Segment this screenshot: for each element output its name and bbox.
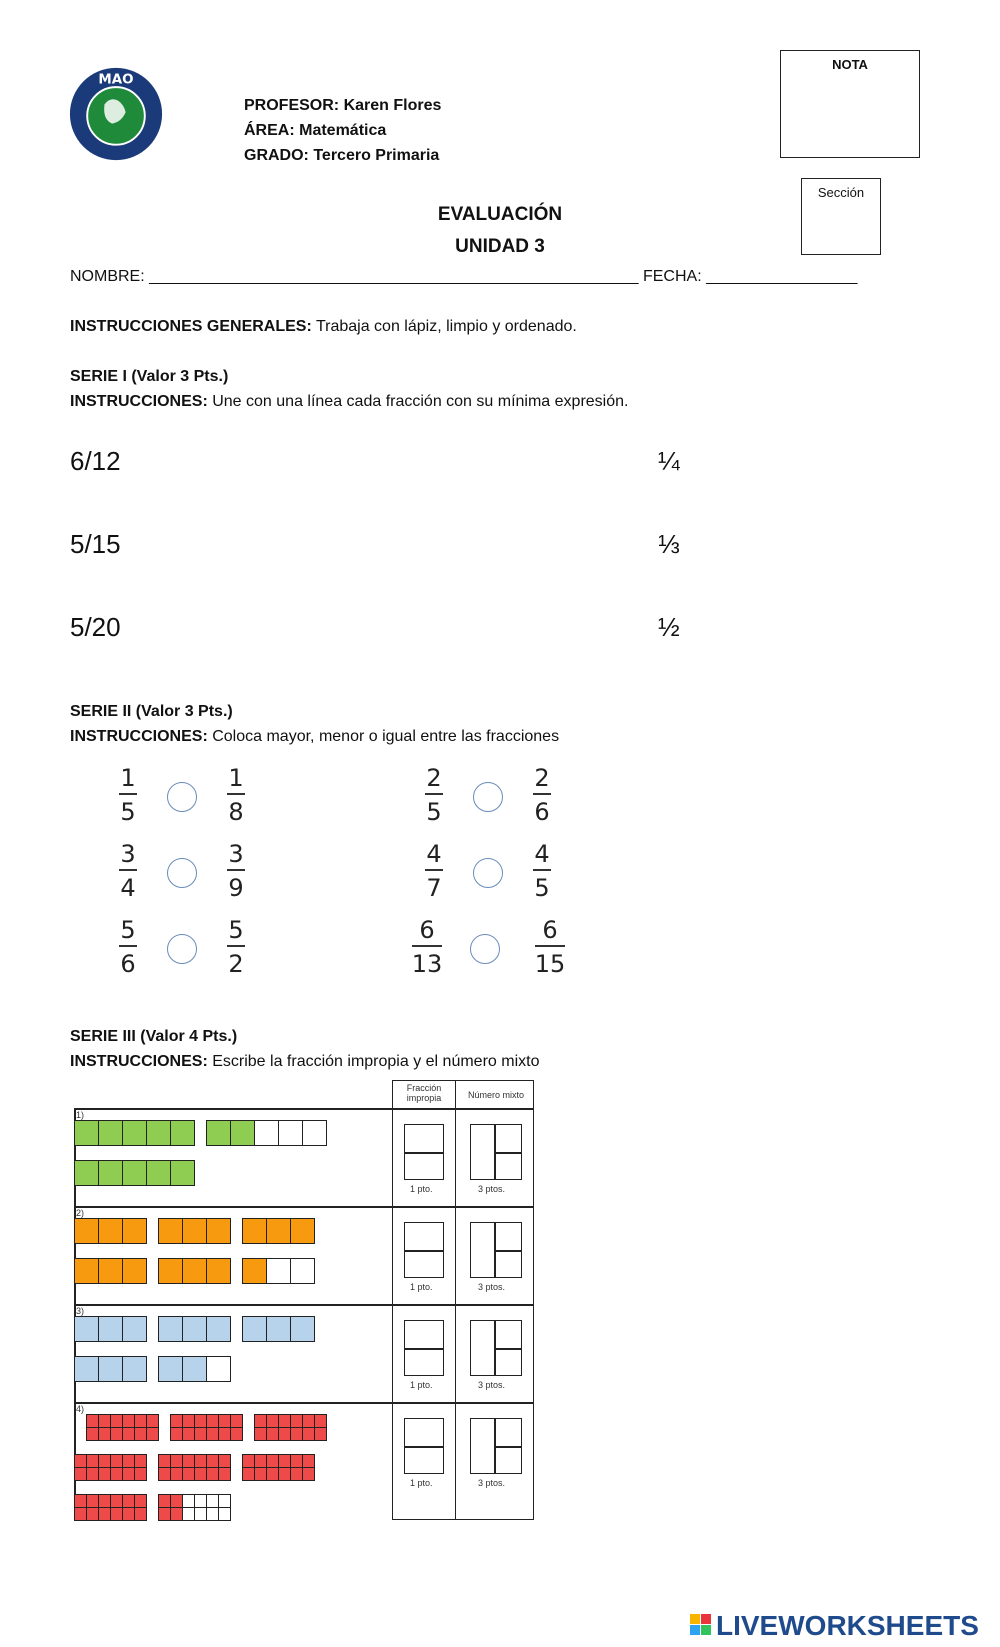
fraction-bar-cell	[134, 1454, 147, 1468]
numerator: 1	[228, 764, 244, 792]
fraction-bar-cell	[290, 1218, 315, 1244]
row-number: 3)	[76, 1306, 85, 1316]
serie1-instr-text: Une con una línea cada fracción con su mínima expresión.	[207, 393, 629, 410]
fraction-bar-cell	[182, 1316, 207, 1342]
fraction-bar-cell	[158, 1316, 183, 1342]
fraction-bar-cell	[302, 1467, 315, 1481]
fraction	[216, 764, 256, 826]
serie1-left-1: 6/12	[70, 446, 121, 476]
fraction-bar-cell	[242, 1258, 267, 1284]
fraction-bar-cell	[170, 1120, 195, 1146]
profesor-line: PROFESOR: Karen Flores	[244, 97, 442, 114]
denominator: 15	[534, 950, 566, 978]
fraction-bar-cell	[206, 1356, 231, 1382]
denominator: 5	[534, 874, 550, 902]
denominator: 13	[411, 950, 443, 978]
fraction-bar	[227, 793, 245, 795]
fraction-bar-cell	[74, 1356, 99, 1382]
fraction-bar-cell	[314, 1427, 327, 1441]
denominator: 5	[120, 798, 136, 826]
mixto-fraction-divider	[494, 1348, 522, 1350]
instrucciones-generales-text: Trabaja con lápiz, limpio y ordenado.	[311, 318, 577, 335]
points-label: 1 pto.	[410, 1380, 433, 1390]
row-divider	[74, 1402, 534, 1404]
numerator: 1	[120, 764, 136, 792]
fraction-bar	[227, 869, 245, 871]
compare-circle[interactable]	[167, 782, 197, 812]
points-label: 3 ptos.	[478, 1282, 506, 1292]
col1-header: Fracción impropia	[406, 1083, 442, 1103]
denominator: 4	[120, 874, 136, 902]
denominator: 6	[534, 798, 550, 826]
grado-line: GRADO: Tercero Primaria	[244, 147, 440, 164]
fraction	[414, 840, 454, 902]
fraction	[522, 764, 562, 826]
fraction-bar-cell	[98, 1218, 123, 1244]
fraction-bar-cell	[206, 1258, 231, 1284]
row-number: 4)	[76, 1404, 85, 1414]
serie1-right-2: ⅓	[658, 529, 680, 559]
points-label: 3 ptos.	[478, 1478, 506, 1488]
school-logo	[68, 66, 164, 162]
fraction-bar-cell	[98, 1356, 123, 1382]
numerator: 2	[534, 764, 550, 792]
numerator: 5	[120, 916, 136, 944]
fraction-bar-cell	[74, 1218, 99, 1244]
instrucciones-generales-label: INSTRUCCIONES GENERALES:	[70, 318, 312, 335]
fraction-bar-cell	[134, 1507, 147, 1521]
fraction-bar-cell	[122, 1218, 147, 1244]
mixto-fraction-divider	[494, 1250, 522, 1252]
row-divider	[74, 1108, 534, 1110]
liveworksheets-logo-icon	[690, 1614, 700, 1624]
fraction-bar-cell	[230, 1427, 243, 1441]
fraction-bar-cell	[74, 1160, 99, 1186]
fraction-divider	[404, 1446, 444, 1448]
row-number: 1)	[76, 1110, 85, 1120]
fraction-bar-cell	[158, 1258, 183, 1284]
fraction-bar-cell	[266, 1218, 291, 1244]
fraction	[522, 840, 562, 902]
numerator: 6	[419, 916, 435, 944]
fraction	[216, 840, 256, 902]
fraction-bar	[533, 869, 551, 871]
fraction-bar	[535, 945, 565, 947]
fraction-bar-cell	[218, 1454, 231, 1468]
denominator: 9	[228, 874, 244, 902]
numerator: 4	[534, 840, 550, 868]
nota-label: NOTA	[832, 57, 868, 72]
fraction-bar-cell	[122, 1258, 147, 1284]
compare-circle[interactable]	[167, 934, 197, 964]
fraction-bar-cell	[98, 1258, 123, 1284]
fraction-bar	[533, 793, 551, 795]
numerator: 2	[426, 764, 442, 792]
fraction-bar-cell	[266, 1258, 291, 1284]
denominator: 8	[228, 798, 244, 826]
fraction	[407, 916, 447, 978]
fraction-bar	[227, 945, 245, 947]
fraction-bar-cell	[290, 1316, 315, 1342]
points-label: 1 pto.	[410, 1184, 433, 1194]
liveworksheets-logo	[690, 1606, 990, 1642]
fraction-bar-cell	[206, 1218, 231, 1244]
fraction-bar	[119, 945, 137, 947]
numerator: 3	[120, 840, 136, 868]
row-divider	[74, 1304, 534, 1306]
fraction	[108, 764, 148, 826]
compare-circle[interactable]	[473, 858, 503, 888]
denominator: 6	[120, 950, 136, 978]
serie3-table	[74, 1080, 534, 1520]
denominator: 5	[426, 798, 442, 826]
fraction	[530, 916, 570, 978]
col2-header: Número mixto	[467, 1090, 524, 1100]
instrucciones-generales	[70, 317, 577, 337]
title-evaluacion: EVALUACIÓN	[437, 204, 563, 225]
nombre-fecha-line: NOMBRE: _______________________________________________________ FECHA: _________________	[70, 268, 858, 285]
fraction-bar-cell	[314, 1414, 327, 1428]
fraction-bar-cell	[254, 1120, 279, 1146]
row-number: 2)	[76, 1208, 85, 1218]
fraction-bar-cell	[302, 1120, 327, 1146]
compare-circle[interactable]	[470, 934, 500, 964]
fraction-bar-cell	[230, 1414, 243, 1428]
fraction-bar-cell	[230, 1120, 255, 1146]
fraction-bar	[119, 793, 137, 795]
serie1-left-3: 5/20	[70, 612, 121, 642]
row-divider	[74, 1206, 534, 1208]
fraction-bar-cell	[134, 1467, 147, 1481]
title-unidad: UNIDAD 3	[455, 236, 545, 257]
fraction-bar-cell	[170, 1160, 195, 1186]
fraction-divider	[404, 1152, 444, 1154]
fraction-bar-cell	[266, 1316, 291, 1342]
fraction-bar-cell	[146, 1427, 159, 1441]
fraction-bar	[425, 869, 443, 871]
serie1-left-2: 5/15	[70, 529, 121, 559]
fraction-bar-cell	[206, 1120, 231, 1146]
fraction-bar-cell	[98, 1316, 123, 1342]
fraction-bar-cell	[74, 1316, 99, 1342]
points-label: 1 pto.	[410, 1282, 433, 1292]
mixto-fraction-divider	[494, 1152, 522, 1154]
serie1-right-1: ¼	[658, 446, 680, 476]
fraction-bar	[119, 869, 137, 871]
fraction	[414, 764, 454, 826]
numerator: 3	[228, 840, 244, 868]
points-label: 1 pto.	[410, 1478, 433, 1488]
serie1-right-3: ½	[658, 612, 680, 642]
serie1-instr-label: INSTRUCCIONES:	[70, 393, 208, 410]
serie3-instr-label: INSTRUCCIONES:	[70, 1053, 208, 1070]
fraction-bar-cell	[242, 1218, 267, 1244]
serie1-heading: SERIE I (Valor 3 Pts.)	[70, 368, 229, 385]
fraction-bar-cell	[158, 1356, 183, 1382]
mixto-fraction-divider	[494, 1446, 522, 1448]
serie3-instructions	[70, 1052, 539, 1072]
fraction-divider	[404, 1348, 444, 1350]
fraction-divider	[404, 1250, 444, 1252]
fraction-bar-cell	[122, 1356, 147, 1382]
fraction-bar-cell	[146, 1414, 159, 1428]
svg-text:MAO: MAO	[98, 72, 134, 88]
fraction	[108, 840, 148, 902]
denominator: 2	[228, 950, 244, 978]
fraction-bar-cell	[74, 1258, 99, 1284]
serie3-heading: SERIE III (Valor 4 Pts.)	[70, 1028, 238, 1045]
fraction-bar-cell	[122, 1160, 147, 1186]
fraction-bar-cell	[278, 1120, 303, 1146]
area-line: ÁREA: Matemática	[244, 122, 387, 139]
nota-box[interactable]	[780, 50, 920, 158]
fraction-bar-cell	[182, 1218, 207, 1244]
numerator: 6	[542, 916, 558, 944]
fraction-bar-cell	[146, 1120, 171, 1146]
serie3-instr-text: Escribe la fracción impropia y el número mixto	[207, 1053, 540, 1070]
fraction-bar-cell	[218, 1494, 231, 1508]
fraction-bar-cell	[134, 1494, 147, 1508]
fraction-bar-cell	[122, 1120, 147, 1146]
serie2-heading: SERIE II (Valor 3 Pts.)	[70, 703, 233, 720]
fraction-bar-cell	[242, 1316, 267, 1342]
fraction-bar-cell	[98, 1160, 123, 1186]
compare-circle[interactable]	[473, 782, 503, 812]
seccion-label: Sección	[817, 185, 865, 200]
liveworksheets-brand: LIVEWORKSHEETS	[716, 1610, 979, 1641]
denominator: 7	[426, 874, 442, 902]
fraction-bar-cell	[122, 1316, 147, 1342]
fraction-bar	[412, 945, 442, 947]
fraction-bar	[425, 793, 443, 795]
fraction	[216, 916, 256, 978]
compare-circle[interactable]	[167, 858, 197, 888]
serie2-instr-text: Coloca mayor, menor o igual entre las fracciones	[207, 728, 560, 745]
serie2-instr-label: INSTRUCCIONES:	[70, 728, 208, 745]
fraction-bar-cell	[218, 1467, 231, 1481]
fraction-bar-cell	[206, 1316, 231, 1342]
numerator: 4	[426, 840, 442, 868]
numerator: 5	[228, 916, 244, 944]
fraction-bar-cell	[290, 1258, 315, 1284]
points-label: 3 ptos.	[478, 1380, 506, 1390]
serie1-instructions	[70, 392, 628, 412]
fraction-bar-cell	[74, 1120, 99, 1146]
fraction-bar-cell	[146, 1160, 171, 1186]
fraction	[108, 916, 148, 978]
fraction-bar-cell	[158, 1218, 183, 1244]
serie2-instructions	[70, 727, 559, 747]
fraction-bar-cell	[182, 1356, 207, 1382]
fraction-bar-cell	[182, 1258, 207, 1284]
fraction-bar-cell	[302, 1454, 315, 1468]
fraction-bar-cell	[98, 1120, 123, 1146]
fraction-bar-cell	[218, 1507, 231, 1521]
points-label: 3 ptos.	[478, 1184, 506, 1194]
